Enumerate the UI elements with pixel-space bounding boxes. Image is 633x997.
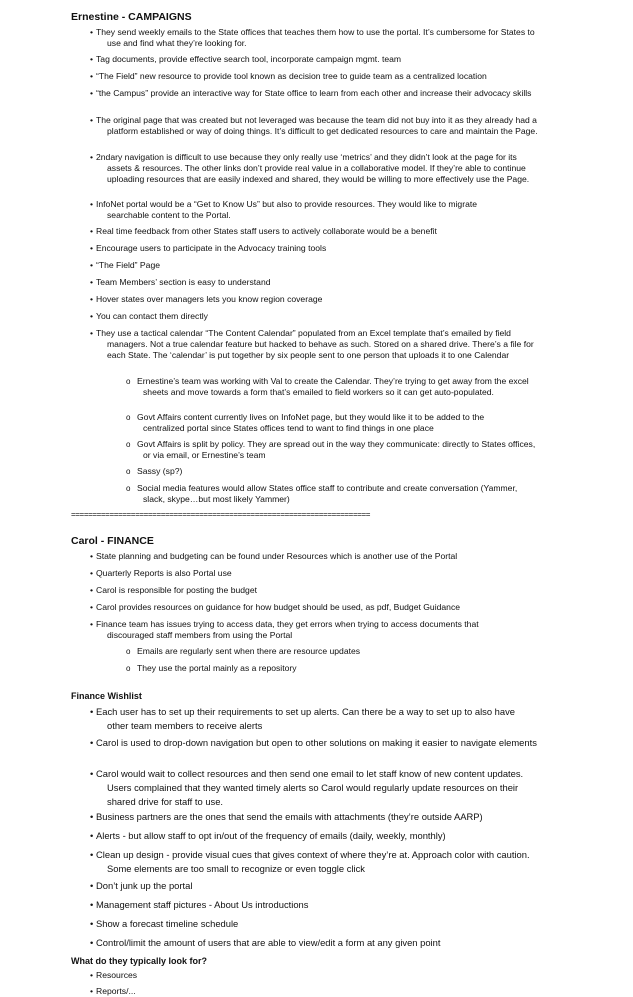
list-item-text: They send weekly emails to the State offices that teaches them how to use the portal. It’s cumbersome for States to use and find what they’re looking for. — [96, 27, 535, 49]
list-item — [90, 243, 550, 254]
list-item-text: Carol would wait to collect resources and then send one email to let staff know of new content updates. Users complained that they wanted timely alerts so Carol would regularly update resources on their shared drive for staff to use. — [96, 768, 524, 807]
list-item — [90, 115, 548, 137]
sub-list-item — [126, 483, 526, 505]
list-item — [90, 810, 550, 824]
list-item — [90, 328, 546, 362]
bullet-glyph: • — [90, 880, 94, 891]
sub-list-item-text: Govt Affairs is split by policy. They are spread out in the way they communicate: directly to States offices, or via email, or Ernestine’s team — [137, 439, 536, 461]
section-title-look-for: What do they typically look for? — [71, 956, 208, 966]
circle-bullet-glyph: o — [126, 664, 131, 673]
bullet-glyph: • — [90, 311, 94, 321]
list-item — [90, 767, 530, 809]
list-item-text: Hover states over managers lets you know region coverage — [96, 294, 323, 304]
list-item — [90, 568, 550, 579]
list-item-text: Quarterly Reports is also Portal use — [96, 568, 232, 578]
list-item-text: Don’t junk up the portal — [96, 880, 193, 891]
list-item-text: Team Members’ section is easy to understand — [96, 277, 271, 287]
circle-bullet-glyph: o — [126, 440, 131, 449]
bullet-glyph: • — [90, 71, 94, 81]
bullet-glyph: • — [90, 54, 94, 64]
list-item-text: Carol provides resources on guidance for how budget should be used, as pdf, Budget Guidance — [96, 602, 461, 612]
sub-list-item-text: Emails are regularly sent when there are resource updates — [137, 646, 361, 656]
circle-bullet-glyph: o — [126, 467, 131, 476]
list-item-text: Each user has to set up their requirements to set up alerts. Can there be a way to set up to also have other team members to receive alerts — [96, 706, 515, 731]
list-item — [90, 970, 550, 981]
list-item — [90, 294, 550, 305]
sub-list-item-text: Ernestine’s team was working with Val to create the Calendar. They’re trying to get away from the excel sheets and move towards a form that’s emailed to field workers so it can get auto-populated. — [137, 376, 529, 398]
list-item — [90, 619, 510, 641]
list-item-text: Resources — [96, 970, 138, 980]
sub-list-item — [126, 439, 544, 461]
bullet-glyph: • — [90, 551, 94, 561]
bullet-glyph: • — [90, 88, 94, 98]
separator-line: ====================================================================== — [71, 510, 371, 519]
list-item — [90, 898, 550, 912]
list-item — [90, 88, 548, 99]
list-item — [90, 879, 550, 893]
list-item — [90, 705, 535, 733]
list-item — [90, 260, 550, 271]
bullet-glyph: • — [90, 737, 94, 748]
bullet-glyph: • — [90, 602, 94, 612]
sub-list-item — [126, 376, 538, 398]
bullet-glyph: • — [90, 970, 94, 980]
sub-list-item — [126, 663, 526, 674]
bullet-glyph: • — [90, 706, 94, 717]
sub-list-item-text: Sassy (sp?) — [137, 466, 183, 476]
list-item-text: Clean up design - provide visual cues that gives context of where they’re at. Approach color with caution. Some elements are too small to recognize or even toggle click — [96, 849, 530, 874]
list-item-text: Real time feedback from other States staff users to actively collaborate would be a benefit — [96, 226, 437, 236]
sub-list-item — [126, 646, 526, 657]
bullet-glyph: • — [90, 260, 94, 270]
list-item — [90, 199, 510, 221]
bullet-glyph: • — [90, 152, 94, 162]
sub-list-item-text: Govt Affairs content currently lives on InfoNet page, but they would like it to be added to the centralized portal since States offices tend to want to find things in one place — [137, 412, 485, 434]
list-item — [90, 71, 540, 82]
list-item-text: InfoNet portal would be a “Get to Know Us” but also to provide resources. They would like to migrate searchable content to the Portal. — [96, 199, 478, 221]
list-item — [90, 27, 540, 49]
sub-list-item — [126, 466, 526, 477]
sub-list-item-text: Social media features would allow States office staff to contribute and create conversation (Yammer, slack, skype…but most likely Yammer) — [137, 483, 518, 505]
list-item-text: Alerts - but allow staff to opt in/out of the frequency of emails (daily, weekly, monthly) — [96, 830, 446, 841]
list-item-text: Finance team has issues trying to access data, they get errors when trying to access documents that discouraged staff members from using the Portal — [96, 619, 479, 641]
bullet-glyph: • — [90, 27, 94, 37]
bullet-glyph: • — [90, 328, 94, 338]
circle-bullet-glyph: o — [126, 647, 131, 656]
list-item — [90, 54, 540, 65]
list-item-text: 2ndary navigation is difficult to use because they only really use ‘metrics’ and they didn’t look at the page for its assets & resources. The other links don’t provide real value in a collaborative model. If they’re able to continue uploading resources that are easily indexed and shared, they would be willing to more effectively use the Page. — [96, 152, 530, 185]
list-item-text: “The Field” Page — [96, 260, 161, 270]
list-item-text: State planning and budgeting can be found under Resources which is another use of the Portal — [96, 551, 458, 561]
list-item-text: Reports/... — [96, 986, 136, 996]
list-item — [90, 829, 550, 843]
list-item — [90, 585, 550, 596]
list-item — [90, 602, 550, 613]
list-item — [90, 152, 542, 186]
list-item — [90, 936, 550, 950]
list-item — [90, 736, 540, 750]
bullet-glyph: • — [90, 811, 94, 822]
list-item — [90, 848, 538, 876]
bullet-glyph: • — [90, 277, 94, 287]
bullet-glyph: • — [90, 226, 94, 236]
list-item — [90, 986, 550, 997]
bullet-glyph: • — [90, 986, 94, 996]
list-item — [90, 551, 550, 562]
circle-bullet-glyph: o — [126, 413, 131, 422]
list-item-text: “the Campus” provide an interactive way for State office to learn from each other and increase their advocacy skills — [96, 88, 532, 98]
section-title-campaigns: Ernestine - CAMPAIGNS — [71, 11, 192, 23]
list-item-text: Carol is responsible for posting the budget — [96, 585, 257, 595]
bullet-glyph: • — [90, 918, 94, 929]
bullet-glyph: • — [90, 830, 94, 841]
bullet-glyph: • — [90, 619, 94, 629]
list-item — [90, 277, 550, 288]
circle-bullet-glyph: o — [126, 484, 131, 493]
list-item-text: Business partners are the ones that send the emails with attachments (they’re outside AARP) — [96, 811, 483, 822]
bullet-glyph: • — [90, 115, 94, 125]
circle-bullet-glyph: o — [126, 377, 131, 386]
list-item-text: Control/limit the amount of users that are able to view/edit a form at any given point — [96, 937, 441, 948]
section-title-finance: Carol - FINANCE — [71, 535, 154, 547]
list-item-text: Carol is used to drop-down navigation but open to other solutions on making it easier to navigate elements — [96, 737, 537, 748]
list-item-text: They use a tactical calendar “The Content Calendar” populated from an Excel template that’s emailed by field managers. Not a true calendar feature but hacked to behave as such. Stored on a shared drive. There’s a file for each State. The ‘calendar’ is put together by six people sent to one person that uploads it to one Calendar — [96, 328, 534, 361]
list-item — [90, 226, 550, 237]
bullet-glyph: • — [90, 849, 94, 860]
sub-list-item — [126, 412, 526, 434]
list-item-text: Tag documents, provide effective search tool, incorporate campaign mgmt. team — [96, 54, 402, 64]
bullet-glyph: • — [90, 585, 94, 595]
section-title-wishlist: Finance Wishlist — [71, 691, 142, 701]
list-item-text: Encourage users to participate in the Advocacy training tools — [96, 243, 327, 253]
bullet-glyph: • — [90, 294, 94, 304]
list-item-text: You can contact them directly — [96, 311, 208, 321]
list-item-text: The original page that was created but not leveraged was because the team did not buy into it as they already had a platform established or way of doing things. It’s difficult to get dedicated resources to care and maintain the Page. — [96, 115, 538, 137]
list-item — [90, 311, 550, 322]
list-item-text: Show a forecast timeline schedule — [96, 918, 239, 929]
bullet-glyph: • — [90, 568, 94, 578]
list-item-text: “The Field” new resource to provide tool known as decision tree to guide team as a centralized location — [96, 71, 487, 81]
bullet-glyph: • — [90, 768, 94, 779]
list-item-text: Management staff pictures - About Us introductions — [96, 899, 309, 910]
list-item — [90, 917, 550, 931]
bullet-glyph: • — [90, 937, 94, 948]
bullet-glyph: • — [90, 199, 94, 209]
bullet-glyph: • — [90, 899, 94, 910]
sub-list-item-text: They use the portal mainly as a repository — [137, 663, 297, 673]
bullet-glyph: • — [90, 243, 94, 253]
